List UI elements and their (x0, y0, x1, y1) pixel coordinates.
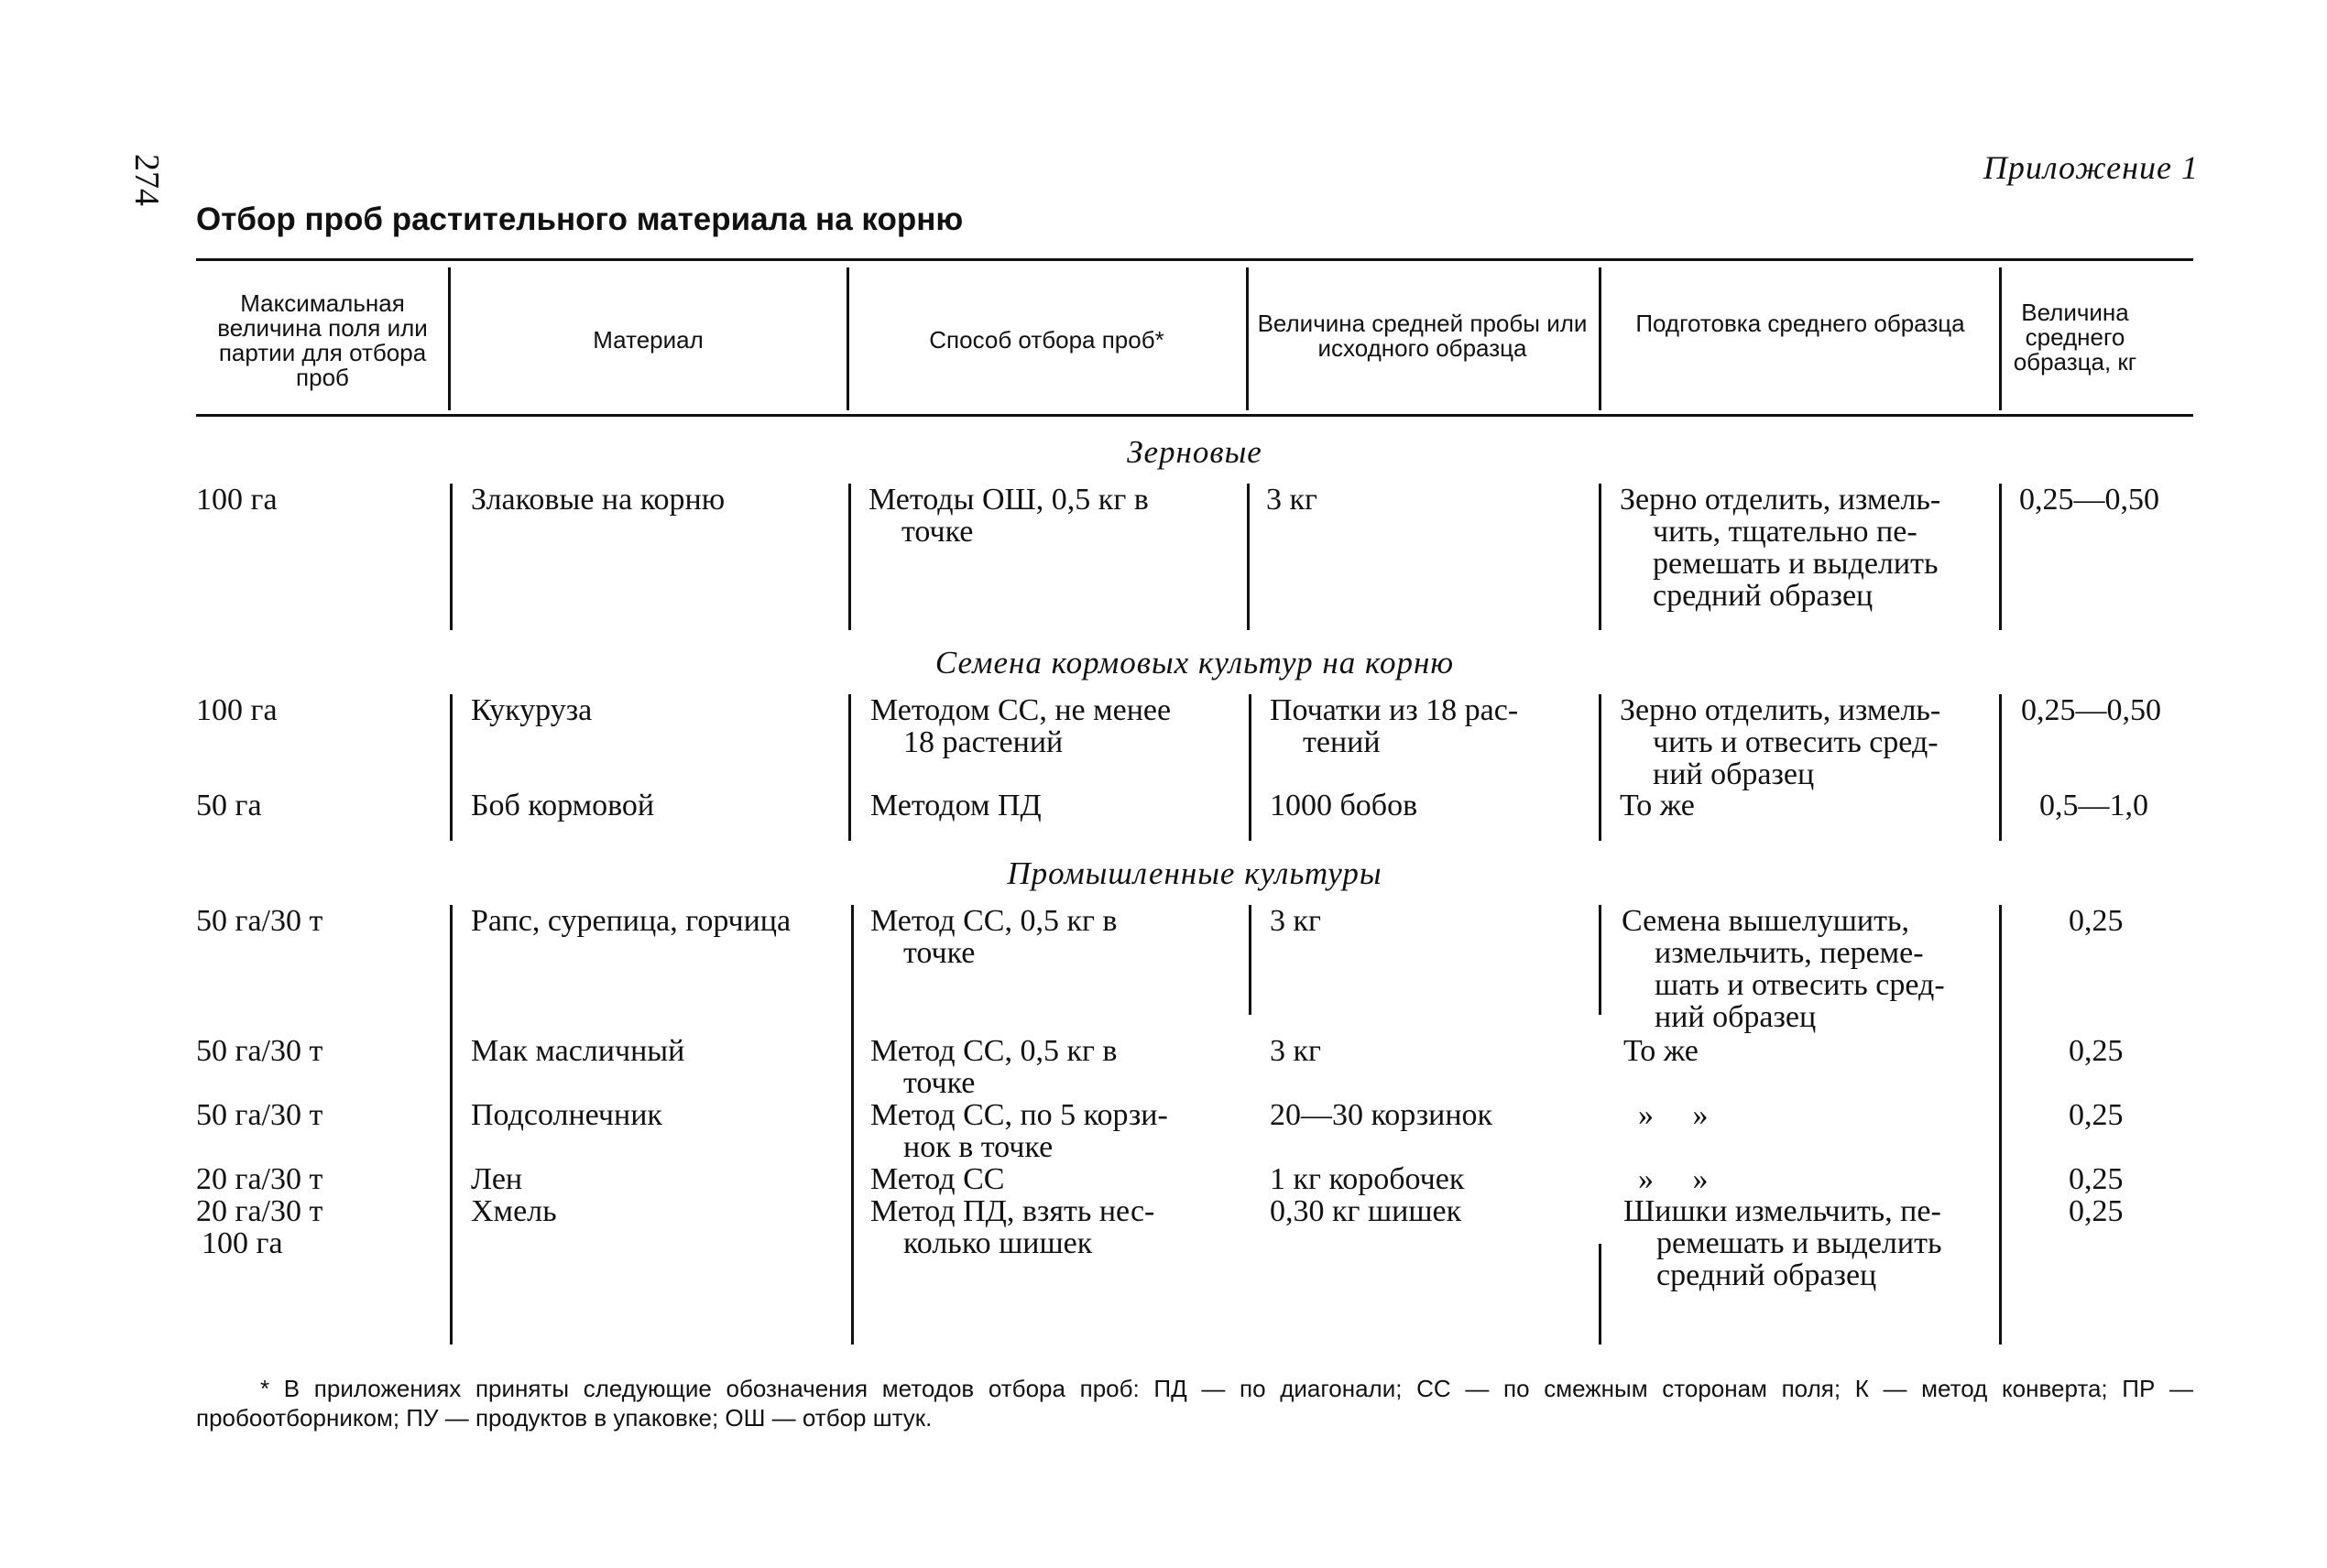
appendix-label: Приложение 1 (1983, 149, 2199, 186)
header-area: Максимальная величина поля или партии для отбора проб (217, 289, 428, 391)
mass-cell: 0,25 (2069, 904, 2124, 938)
column-divider (1599, 484, 1601, 630)
area-cell: 20 га/30 т (196, 1162, 323, 1196)
preparation-cell: Зерно отделить, измель- чить и отвесить сред- ний образец (1620, 693, 1941, 791)
column-divider (1599, 1244, 1601, 1345)
column-divider (1599, 905, 1601, 1015)
section-title: Зерновые (1127, 434, 1262, 470)
column-divider (848, 694, 851, 841)
area-cell: 100 га (196, 483, 278, 517)
column-divider (1999, 905, 2002, 1345)
sample-cell: 0,30 кг шишек (1270, 1194, 1462, 1228)
column-divider (1247, 484, 1250, 630)
header-divider-5 (1999, 267, 2002, 410)
method-cell: Методом ПД (870, 789, 1042, 822)
preparation-cell: То же (1620, 789, 1695, 822)
sample-cell: 3 кг (1266, 483, 1317, 517)
method-cell: Методы ОШ, 0,5 кг в точке (869, 483, 1149, 549)
material-cell: Подсолнечник (471, 1098, 662, 1132)
method-cell: Метод ПД, взять нес- колько шишек (870, 1194, 1155, 1260)
column-divider (1249, 905, 1251, 1015)
header-sample: Величина средней пробы или исходного образца (1257, 310, 1588, 362)
column-divider (1999, 484, 2002, 630)
method-cell: Метод СС, 0,5 кг в точке (870, 904, 1118, 970)
column-divider (1249, 694, 1251, 841)
sample-cell: 1 кг коробочек (1270, 1162, 1465, 1196)
preparation-cell: Шишки измельчить, пе- ремешать и выделить средний образец (1623, 1194, 1942, 1292)
header-material: Материал (593, 326, 704, 354)
material-cell: Лен (471, 1162, 523, 1196)
material-cell: Рапс, сурепица, горчица (471, 904, 792, 938)
column-divider (1599, 694, 1601, 841)
sample-cell: 3 кг (1270, 1034, 1321, 1068)
preparation-cell: » » (1638, 1098, 1709, 1132)
header-mass: Величина среднего образца, кг (2013, 299, 2137, 376)
header-divider-3 (1246, 267, 1249, 410)
mass-cell: 0,25 (2069, 1034, 2124, 1068)
material-cell: Боб кормовой (471, 789, 655, 822)
method-cell: Метод СС, 0,5 кг в точке (870, 1034, 1118, 1100)
area-cell: 20 га/30 т 100 га (196, 1194, 323, 1260)
mass-cell: 0,25—0,50 (2019, 483, 2159, 517)
preparation-cell: То же (1623, 1034, 1699, 1068)
material-cell: Мак масличный (471, 1034, 685, 1068)
preparation-cell: » » (1638, 1162, 1709, 1196)
header-preparation: Подготовка среднего образца (1635, 310, 1965, 337)
preparation-cell: Семена вышелушить, измельчить, переме- шать и отвесить сред- ний образец (1622, 904, 1945, 1034)
column-divider (450, 484, 453, 630)
header-method: Способ отбора проб* (929, 326, 1164, 354)
preparation-cell: Зерно отделить, измель- чить, тщательно пе- ремешать и выделить средний образец (1620, 483, 1941, 613)
method-cell: Метод СС (870, 1162, 1005, 1196)
material-cell: Кукуруза (471, 693, 593, 727)
mass-cell: 0,25 (2069, 1098, 2124, 1132)
column-divider (851, 905, 854, 1345)
mass-cell: 0,25 (2069, 1162, 2124, 1196)
mass-cell: 0,25—0,50 (2021, 693, 2161, 727)
area-cell: 50 га/30 т (196, 904, 323, 938)
column-divider (450, 694, 453, 841)
material-cell: Злаковые на корню (471, 483, 726, 517)
section-title: Промышленные культуры (1007, 855, 1382, 891)
method-cell: Метод СС, по 5 корзи- нок в точке (870, 1098, 1168, 1164)
area-cell: 100 га (196, 693, 278, 727)
sample-cell: Початки из 18 рас- тений (1270, 693, 1519, 759)
header-divider-2 (847, 267, 849, 410)
method-cell: Методом СС, не менее 18 растений (870, 693, 1172, 759)
area-cell: 50 га/30 т (196, 1098, 323, 1132)
material-cell: Хмель (471, 1194, 557, 1228)
page-number: 274 (127, 154, 166, 206)
footnote: * В приложениях приняты следующие обозначения методов отбора проб: ПД — по диагонали; СС — по смежным сторонам поля; К — метод конверта; ПР — пробоотборником; ПУ — продуктов в упаковке; ОШ — отбор штук. (196, 1375, 2193, 1432)
table-top-rule (196, 258, 2193, 261)
header-divider-1 (448, 267, 451, 410)
page-title: Отбор проб растительного материала на корню (196, 201, 964, 237)
mass-cell: 0,5—1,0 (2039, 789, 2148, 822)
column-divider (1999, 694, 2002, 841)
column-divider (450, 905, 453, 1345)
table-header-rule (196, 414, 2193, 417)
column-divider (848, 484, 851, 630)
area-cell: 50 га (196, 789, 262, 822)
mass-cell: 0,25 (2069, 1194, 2124, 1228)
sample-cell: 3 кг (1270, 904, 1321, 938)
sample-cell: 20—30 корзинок (1270, 1098, 1493, 1132)
area-cell: 50 га/30 т (196, 1034, 323, 1068)
section-title: Семена кормовых культур на корню (934, 645, 1455, 681)
header-divider-4 (1599, 267, 1601, 410)
sample-cell: 1000 бобов (1270, 789, 1418, 822)
